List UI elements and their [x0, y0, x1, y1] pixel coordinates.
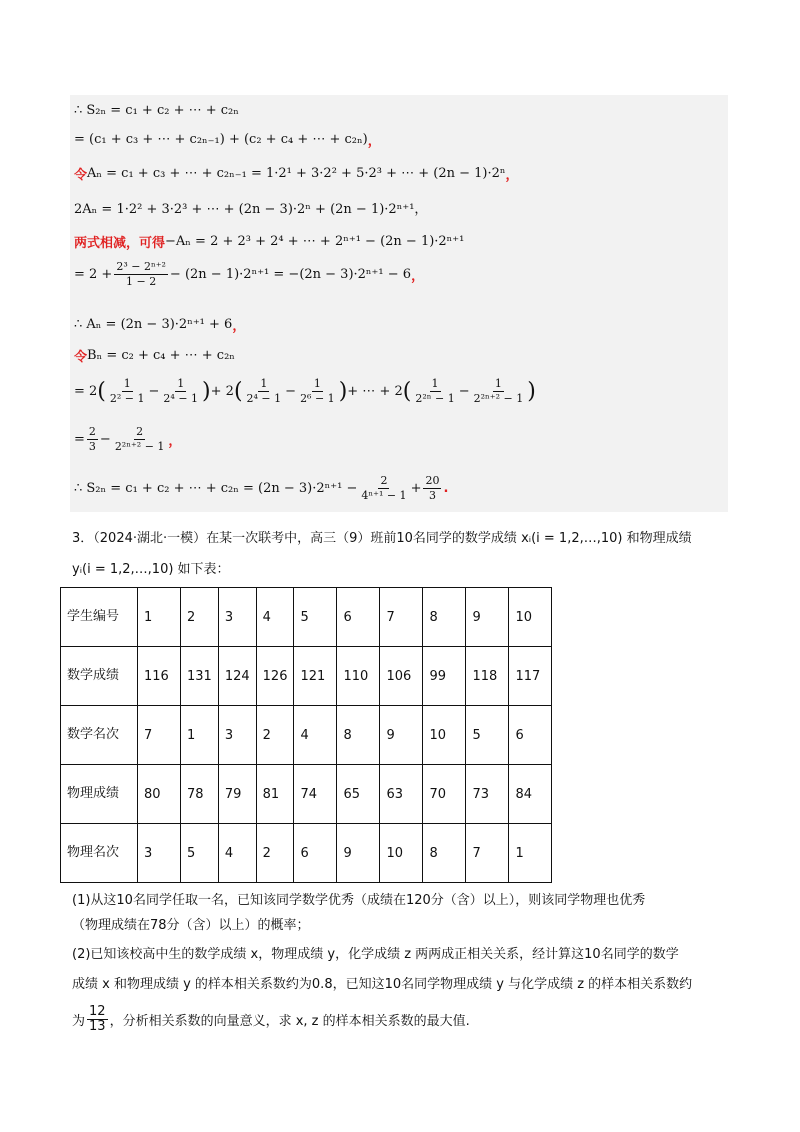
solution-line-5: 两式相减，可得 −Aₙ = 2 + 2³ + 2⁴ + ⋯ + 2ⁿ⁺¹ − (2n − 1)·2ⁿ⁺¹: [74, 234, 465, 251]
solution-line-2: = (c₁ + c₃ + ⋯ + c₂ₙ₋₁) + (c₂ + c₄ + ⋯ + c₂ₙ) ，: [74, 132, 381, 149]
table-cell: 2: [256, 706, 294, 765]
solution-line-1: ∴ S₂ₙ = c₁ + c₂ + ⋯ + c₂ₙ: [74, 103, 239, 118]
table-cell: 73: [466, 765, 509, 824]
solution-line-7: ∴ Aₙ = (2n − 3)·2ⁿ⁺¹ + 6 ，: [74, 317, 246, 334]
table-row: [61, 765, 552, 824]
part-1-line-1: (1)从这10名同学任取一名，已知该同学数学优秀（成绩在120分（含）以上），则该同学物理也优秀: [72, 893, 646, 908]
table-cell: 126: [256, 647, 294, 706]
table-cell: 3: [218, 706, 256, 765]
table-cell: 74: [294, 765, 337, 824]
table-cell: 9: [337, 824, 380, 883]
solution-line-9: = 2 ( $\frac{1}{\text{2² − 1}}$ − $\frac{1}{\text{2⁴ − 1}}$ ) + 2 ( $\frac{1}{\text{2⁴ − 1}}$ − $\frac{1}{\text{2⁶ − 1}}$ ) + ⋯ + 2 ( $\frac{1}{\text{2²ⁿ − 1}}$ − $\frac{1}{\text{2²ⁿ⁺² − 1}}$ ): [74, 377, 536, 405]
table-row-label: 物理名次: [61, 824, 138, 883]
table-row: [61, 824, 552, 883]
fraction: $\frac{\text{2³ − 2ⁿ⁺²}}{1 - 2}$: [116, 260, 166, 288]
table-cell: 70: [423, 765, 466, 824]
fraction: $\frac{1}{\text{2⁶ − 1}}$: [300, 377, 335, 405]
table-row-label: 数学成绩: [61, 647, 138, 706]
table-cell: 2: [256, 824, 294, 883]
table-cell: 78: [181, 765, 219, 824]
table-cell: 99: [423, 647, 466, 706]
table-cell: 10: [509, 588, 552, 647]
question-line-1: 3．（2024·湖北·一模）在某一次联考中，高三（9）班前10名同学的数学成绩 xᵢ(i = 1,2,…,10) 和物理成绩: [72, 531, 692, 546]
table-cell: 4: [218, 824, 256, 883]
fraction: $\frac{2}{\text{4ⁿ⁺¹ − 1}}$: [361, 474, 407, 502]
fraction: $\frac{2}{\text{2²ⁿ⁺² − 1}}$: [114, 425, 165, 453]
table-cell: 7: [380, 588, 423, 647]
table-cell: 131: [181, 647, 219, 706]
table-cell: 5: [181, 824, 219, 883]
table-cell: 110: [337, 647, 380, 706]
table-cell: 7: [138, 706, 181, 765]
fraction: $\frac{2}{3}$: [88, 425, 96, 453]
part-2-line-1: (2)已知该校高中生的数学成绩 x，物理成绩 y，化学成绩 z 两两成正相关关系，经计算这10名同学的数学: [72, 947, 679, 962]
fraction: $\frac{1}{\text{2⁴ − 1}}$: [163, 377, 199, 405]
table-cell: 3: [138, 824, 181, 883]
table-cell: 9: [466, 588, 509, 647]
solution-line-11: ∴ S₂ₙ = c₁ + c₂ + ⋯ + c₂ₙ = (2n − 3)·2ⁿ⁺¹ − $\frac{2}{\text{4ⁿ⁺¹ − 1}}$ + $\frac{20}{3}$ .: [74, 474, 449, 502]
solution-line-6: = 2 + $\frac{\text{2³ − 2ⁿ⁺²}}{1 - 2}$ − (2n − 1)·2ⁿ⁺¹ = −(2n − 3)·2ⁿ⁺¹ − 6 ，: [74, 260, 425, 288]
table-cell: 116: [138, 647, 181, 706]
fraction: $\frac{20}{3}$: [425, 474, 440, 502]
table-cell: 6: [509, 706, 552, 765]
table-cell: 9: [380, 706, 423, 765]
table-cell: 4: [294, 706, 337, 765]
table-row: [61, 588, 552, 647]
table-row-label: 物理成绩: [61, 765, 138, 824]
table-row-label: 学生编号: [61, 588, 138, 647]
fraction: $\frac{1}{\text{2⁴ − 1}}$: [246, 377, 282, 405]
table-cell: 118: [466, 647, 509, 706]
table-cell: 8: [337, 706, 380, 765]
table-cell: 10: [380, 824, 423, 883]
table-cell: 65: [337, 765, 380, 824]
part-2-line-2: 成绩 x 和物理成绩 y 的样本相关系数约为0.8，已知这10名同学物理成绩 y 与化学成绩 z 的样本相关系数约: [72, 977, 693, 992]
solution-line-3: 令 Aₙ = c₁ + c₃ + ⋯ + c₂ₙ₋₁ = 1·2¹ + 3·2² + 5·2³ + ⋯ + (2n − 1)·2ⁿ ，: [74, 166, 519, 183]
table-cell: 5: [466, 706, 509, 765]
table-cell: 10: [423, 706, 466, 765]
table-cell: 8: [423, 588, 466, 647]
fraction: $\frac{1}{\text{2² − 1}}$: [109, 377, 145, 405]
table-row-label: 数学名次: [61, 706, 138, 765]
part-1-line-2: （物理成绩在78分（含）以上）的概率；: [72, 918, 310, 933]
table-cell: 5: [294, 588, 337, 647]
table-cell: 121: [294, 647, 337, 706]
part-2-line-3: 为 $\frac{12}{13}$ ，分析相关系数的向量意义，求 x, z 的样本相关系数的最大值.: [72, 1004, 470, 1034]
fraction: $\frac{1}{\text{2²ⁿ⁺² − 1}}$: [473, 377, 524, 405]
table-cell: 81: [256, 765, 294, 824]
table-cell: 84: [509, 765, 552, 824]
table-cell: 8: [423, 824, 466, 883]
solution-line-10: = $\frac{2}{3}$ − $\frac{2}{\text{2²ⁿ⁺² − 1}}$ ，: [74, 425, 182, 453]
table-cell: 6: [337, 588, 380, 647]
table-cell: 4: [256, 588, 294, 647]
table-cell: 1: [509, 824, 552, 883]
table-cell: 3: [218, 588, 256, 647]
table-cell: 1: [181, 706, 219, 765]
question-line-2: yᵢ(i = 1,2,…,10) 如下表：: [72, 562, 230, 577]
table-cell: 63: [380, 765, 423, 824]
solution-line-8: 令 Bₙ = c₂ + c₄ + ⋯ + c₂ₙ: [74, 348, 235, 365]
table-cell: 2: [181, 588, 219, 647]
table-cell: 80: [138, 765, 181, 824]
table-row: [61, 647, 552, 706]
scores-table: [60, 587, 552, 883]
table-cell: 117: [509, 647, 552, 706]
table-cell: 106: [380, 647, 423, 706]
fraction: $\frac{12}{13}$: [89, 1004, 106, 1034]
table-cell: 79: [218, 765, 256, 824]
solution-line-4: 2Aₙ = 1·2² + 3·2³ + ⋯ + (2n − 3)·2ⁿ + (2n − 1)·2ⁿ⁺¹，: [74, 202, 428, 217]
table-cell: 1: [138, 588, 181, 647]
table-cell: 124: [218, 647, 256, 706]
table-row: [61, 706, 552, 765]
fraction: $\frac{1}{\text{2²ⁿ − 1}}$: [415, 377, 455, 405]
table-cell: 6: [294, 824, 337, 883]
table-cell: 7: [466, 824, 509, 883]
